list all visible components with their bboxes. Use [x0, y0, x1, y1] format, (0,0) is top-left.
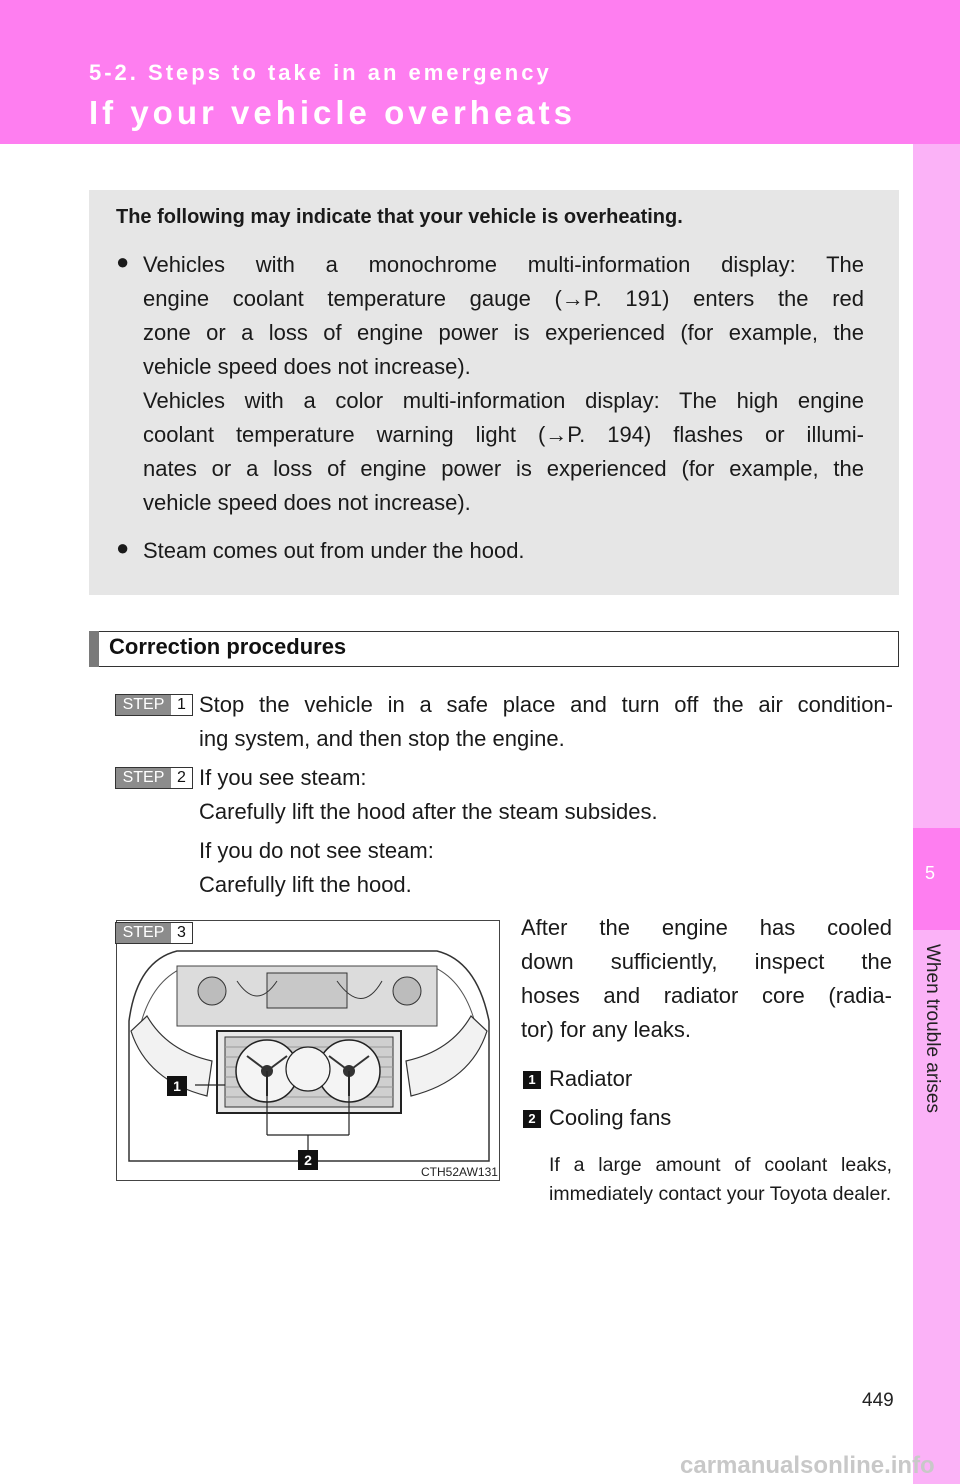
- step2-line: If you do not see steam:: [199, 838, 434, 863]
- bullet1-line: Vehicles with a monochrome multi-information display: The: [143, 252, 864, 277]
- side-strip: [913, 144, 960, 1484]
- step-word: STEP: [116, 923, 171, 943]
- bullet1-line: zone or a loss of engine power is experienced (for example, the: [143, 320, 864, 345]
- legend-label-cooling-fans: Cooling fans: [549, 1105, 672, 1130]
- chapter-tab-number: 5: [924, 863, 935, 883]
- step3-line: After the engine has cooled: [521, 915, 892, 940]
- coolant-leak-note: If a large amount of coolant leaks, immediately contact your Toyota dealer.: [549, 1154, 892, 1205]
- watermark: carmanualsonline.info: [680, 1452, 935, 1479]
- callout-cooling-fans: 2: [298, 1150, 318, 1170]
- step-word: STEP: [116, 695, 171, 715]
- bullet-icon: ●: [116, 535, 130, 560]
- step2-line: If you see steam:: [199, 765, 367, 790]
- legend-number-2: 2: [523, 1110, 541, 1128]
- info-box-title: The following may indicate that your vehicle is overheating.: [116, 206, 683, 228]
- step3-line: tor) for any leaks.: [521, 1017, 691, 1042]
- bullet1-line: engine coolant temperature gauge (→P. 191) enters the red: [143, 286, 864, 311]
- bullet1-line: coolant temperature warning light (→P. 194) flashes or illumi-: [143, 422, 864, 447]
- page-title: If your vehicle overheats: [89, 94, 576, 131]
- step-badge-1: [115, 694, 193, 716]
- callout-radiator: 1: [167, 1076, 187, 1096]
- step2-line: Carefully lift the hood after the steam subsides.: [199, 799, 658, 824]
- engine-bay-illustration: [116, 920, 500, 1181]
- figure-code: CTH52AW131: [421, 1165, 498, 1179]
- step-number: 2: [177, 769, 186, 786]
- page-number: 449: [862, 1390, 894, 1411]
- section-label: 5-2. Steps to take in an emergency: [89, 60, 552, 85]
- legend-number-1: 1: [523, 1071, 541, 1089]
- section-heading-bar: [89, 631, 99, 667]
- bullet2-text: Steam comes out from under the hood.: [143, 538, 525, 563]
- step-number: 3: [177, 924, 186, 941]
- step3-line: down sufficiently, inspect the: [521, 949, 892, 974]
- step2-line: Carefully lift the hood.: [199, 872, 412, 897]
- step-badge-2: [115, 767, 193, 789]
- step-word: STEP: [116, 768, 171, 788]
- step3-line: hoses and radiator core (radia-: [521, 983, 892, 1008]
- bullet-icon: ●: [116, 249, 130, 274]
- bullet1-line: vehicle speed does not increase).: [143, 490, 471, 515]
- chapter-tab-title: When trouble arises: [922, 944, 943, 1113]
- bullet1-line: nates or a loss of engine power is experienced (for example, the: [143, 456, 864, 481]
- bullet1-line: vehicle speed does not increase).: [143, 354, 471, 379]
- step-badge-3: [115, 922, 193, 944]
- section-heading: Correction procedures: [109, 634, 347, 659]
- legend-label-radiator: Radiator: [549, 1066, 633, 1091]
- step1-line: ing system, and then stop the engine.: [199, 726, 565, 751]
- bullet1-line: Vehicles with a color multi-information display: The high engine: [143, 388, 864, 413]
- step-number: 1: [177, 696, 186, 713]
- engine-bay-drawing: [117, 921, 501, 1182]
- step1-line: Stop the vehicle in a safe place and turn off the air condition-: [199, 692, 893, 717]
